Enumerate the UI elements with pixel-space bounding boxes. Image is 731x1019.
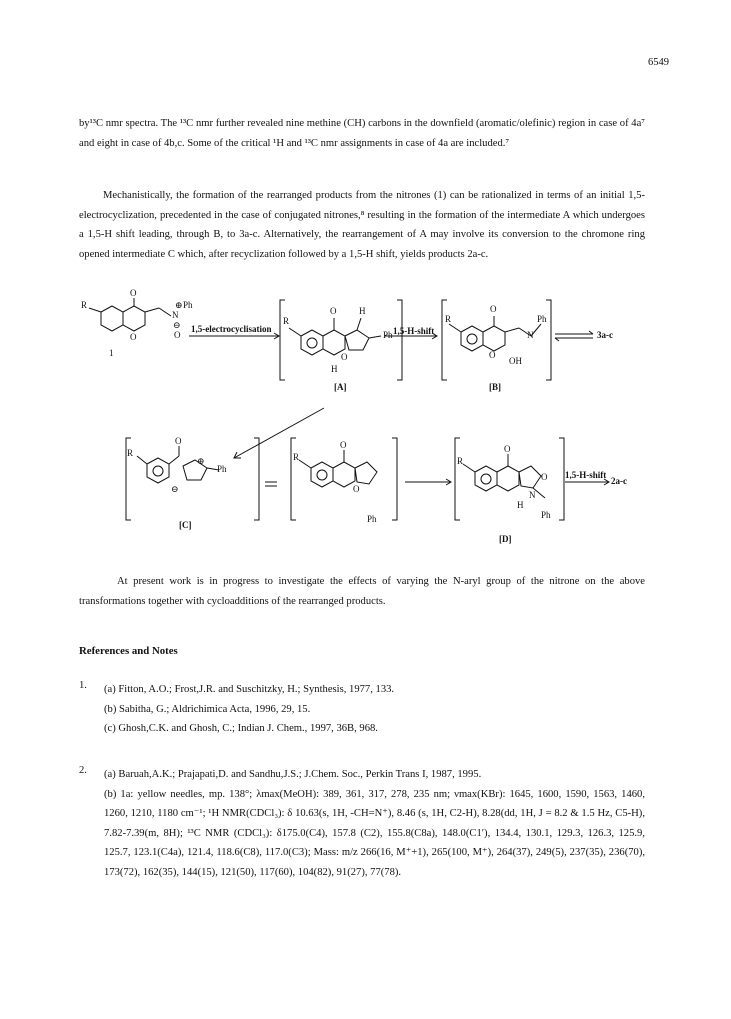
- atom-Ph-1: Ph: [183, 300, 193, 310]
- intermediate-C2-structure: [299, 450, 377, 487]
- product-2a-c: 2a-c: [611, 476, 627, 486]
- charge-minus-1: ⊖: [173, 320, 181, 330]
- atom-O-B: O: [490, 304, 497, 314]
- charge-plus-1: ⊕: [175, 300, 183, 310]
- compound-1-structure: [89, 298, 171, 331]
- compound-1-label: 1: [109, 348, 114, 358]
- product-3a-c: 3a-c: [597, 330, 613, 340]
- atom-O-D: O: [504, 444, 511, 454]
- step-electrocyclisation: 1,5-electrocyclisation: [191, 324, 272, 334]
- paragraph-outlook: At present work is in progress to investigate the effects of varying the N-aryl group of the nitrone on the above transformations together with cycloadditions of the rearranged products.: [79, 576, 645, 607]
- atom-O-A2: O: [341, 352, 348, 362]
- atom-O-1b: O: [130, 332, 137, 342]
- atom-O-D2: O: [541, 472, 548, 482]
- atom-Ph-A: Ph: [383, 330, 393, 340]
- intermediate-A-structure: [289, 318, 381, 355]
- atom-Ph-B: Ph: [537, 314, 547, 324]
- paragraph-nmr: by¹³C nmr spectra. The ¹³C nmr further revealed nine methine (CH) carbons in the downfield (aromatic/olefinic) region in case of 4a⁷ and eight in case of 4b,c. Some of the critical ¹H and ¹³C nmr assignments in case of 4a are included.⁷: [79, 118, 645, 149]
- atom-OH-B: OH: [509, 356, 522, 366]
- atom-O-1c: O: [174, 330, 181, 340]
- label-C: [C]: [179, 520, 192, 530]
- reaction-scheme: [79, 288, 659, 558]
- atom-H-A: H: [359, 306, 366, 316]
- atom-N-1: N: [172, 310, 179, 320]
- atom-N-D: N: [529, 490, 536, 500]
- label-B: [B]: [489, 382, 501, 392]
- page-number: 6549: [648, 57, 669, 68]
- atom-Ph-C2: Ph: [367, 514, 377, 524]
- atom-O-C: O: [175, 436, 182, 446]
- reference-2-number: 2.: [79, 765, 87, 776]
- reference-1c: (c) Ghosh,C.K. and Ghosh, C.; Indian J. Chem., 1997, 36B, 968.: [104, 723, 378, 734]
- label-A: [A]: [334, 382, 347, 392]
- atom-R-C2: R: [293, 452, 300, 462]
- references-heading: References and Notes: [79, 645, 178, 657]
- atom-O-1: O: [130, 288, 137, 298]
- atom-R-C: R: [127, 448, 134, 458]
- atom-O-A: O: [330, 306, 337, 316]
- atom-H-A2: H: [331, 364, 338, 374]
- atom-R-1: R: [81, 300, 88, 310]
- reference-2b: (b) 1a: yellow needles, mp. 138°; λmax(MeOH): 389, 361, 317, 278, 235 nm; νmax(KBr): 1645, 1600, 1590, 1563, 1460, 1260, 1210, 1180 cm⁻¹; ¹H NMR(CDCl₃): δ 10.63(s, 1H, -CH=N⁺), 8.46 (s, 1H, C2-H), 8.28(dd, 1H, J = 8.2 & 1.5 Hz, C5-H), 7.82-7.39(m, 8H); ¹³C NMR (CDCl₃): δ175.0(C4), 157.8 (C2), 155.8(C8a), 148.0(C1′), 134.4, 130.1, 129.3, 126.3, 125.9, 125.7, 123.1(C4a), 121.4, 118.6(C8), 117.0(C3); Mass: m/z 266(16, M⁺+1), 265(100, M⁺), 264(37), 249(5), 237(35), 236(70), 173(72), 162(35), 144(15), 121(50), 117(60), 104(82), 91(27), 77(78).: [104, 788, 645, 878]
- reference-1b: (b) Sabitha, G.; Aldrichimica Acta, 1996, 29, 15.: [104, 703, 311, 715]
- reference-2a: (a) Baruah,A.K.; Prajapati,D. and Sandhu,J.S.; J.Chem. Soc., Perkin Trans I, 1987, 1995.: [104, 769, 482, 780]
- label-D: [D]: [499, 534, 512, 544]
- reference-1-number: 1.: [79, 680, 87, 691]
- atom-R-D: R: [457, 456, 464, 466]
- reference-1a: (a) Fitton, A.O.; Frost,J.R. and Suschitzky, H.; Synthesis, 1977, 133.: [104, 684, 395, 695]
- charge-plus-C: ⊕: [197, 456, 205, 466]
- atom-N-B: N: [527, 330, 534, 340]
- intermediate-C-structure: [137, 446, 219, 483]
- atom-R-B: R: [445, 314, 452, 324]
- atom-Ph-D: Ph: [541, 510, 551, 520]
- atom-R-A: R: [283, 316, 290, 326]
- charge-minus-C: ⊖: [171, 484, 179, 494]
- atom-Ph-C: Ph: [217, 464, 227, 474]
- atom-O-C2b: O: [353, 484, 360, 494]
- step-h-shift-1: 1,5-H-shift: [393, 326, 435, 336]
- atom-O-C2: O: [340, 440, 347, 450]
- atom-H-D: H: [517, 500, 524, 510]
- step-h-shift-2: 1,5-H-shift: [565, 470, 607, 480]
- atom-O-B2: O: [489, 350, 496, 360]
- paragraph-mechanism: Mechanistically, the formation of the rearranged products from the nitrones (1) can be rationalized in terms of an initial 1,5-electrocyclization, precedented in the case of conjugated nitrones,⁸ resulting in the formation of the intermediate A which undergoes a 1,5-H shift leading, through B, to 3a-c. Alternatively, the rearrangement of A may involve its conversion to the chromone ring opened intermediate C which, after recyclization followed by a 1,5-H shift, yields products 2a-c.: [79, 190, 645, 260]
